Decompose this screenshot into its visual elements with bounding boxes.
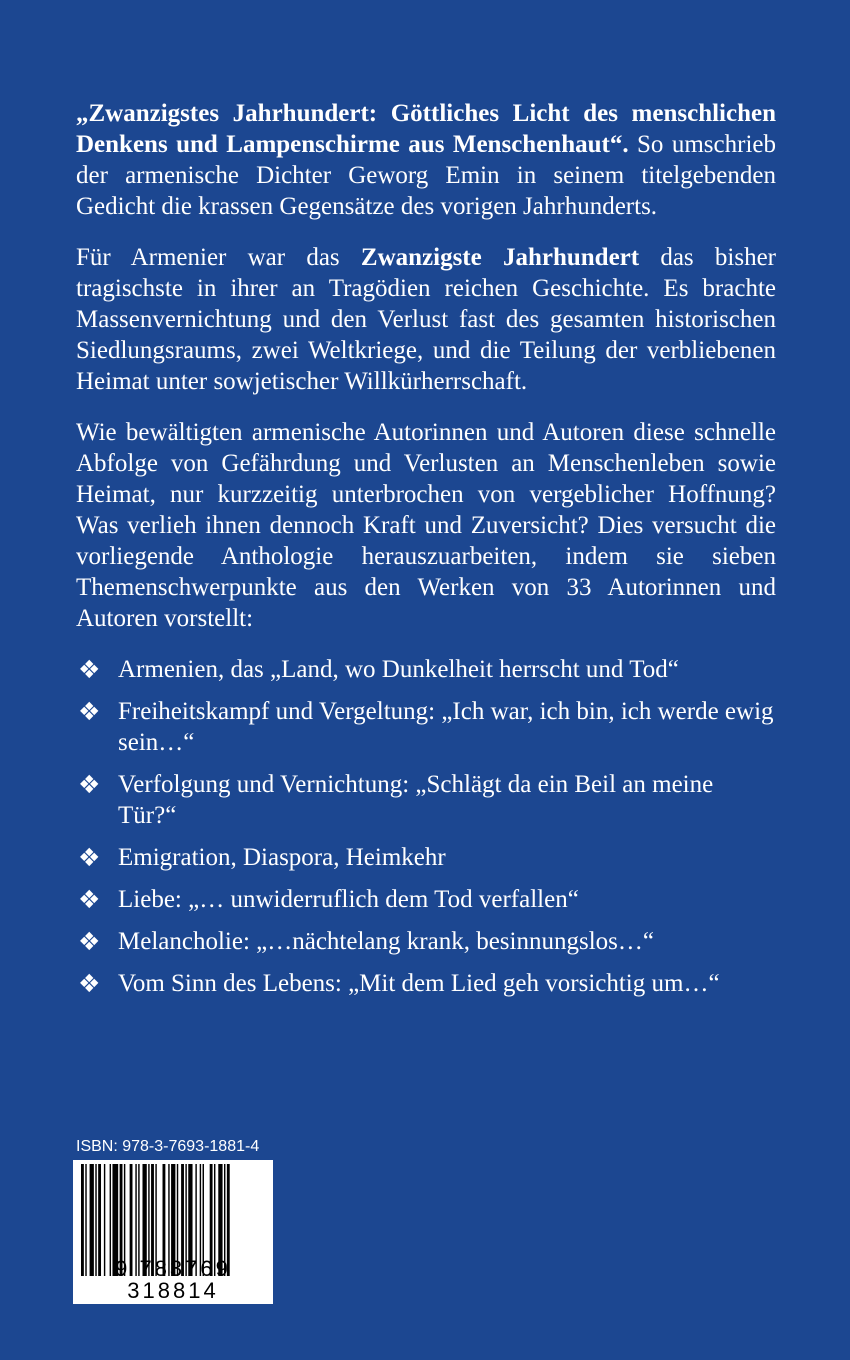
barcode (73, 1160, 273, 1304)
themes-list (76, 654, 776, 999)
theme-text: Verfolgung und Vernichtung: „Schlägt da ein Beil an meine Tür?“ (118, 771, 714, 829)
theme-text: Emigration, Diaspora, Heimkehr (118, 844, 446, 871)
four-diamond-ornament-icon: ❖ (78, 969, 101, 998)
anthology-paragraph: Wie bewältigten armenische Autorinnen und Autoren diese schnelle Abfolge von Gefährdung und Verlusten an Menschenleben sowie Heimat, nur kurzzeitig unterbrochen von vergeblicher Hoffnung? Was verlieh ihnen dennoch Kraft und Zuversicht? Dies versucht die vorliegende Anthologie herauszuarbeiten, indem sie sieben Themenschwerpunkte aus den Werken von 33 Autorinnen und Autoren vorstellt: (76, 419, 776, 632)
list-item (76, 654, 776, 685)
theme-text: Vom Sinn des Lebens: „Mit dem Lied geh vorsichtig um…“ (118, 970, 720, 997)
intro-paragraph (76, 98, 776, 222)
four-diamond-ornament-icon: ❖ (78, 655, 101, 684)
list-item (76, 884, 776, 915)
four-diamond-ornament-icon: ❖ (78, 885, 101, 914)
barcode-number: 9 783769 318814 (115, 1256, 231, 1303)
four-diamond-ornament-icon: ❖ (78, 770, 101, 799)
history-bold-term: Zwanzigste Jahrhundert (360, 244, 640, 271)
four-diamond-ornament-icon: ❖ (78, 927, 101, 956)
four-diamond-ornament-icon: ❖ (78, 843, 101, 872)
theme-text: Armenien, das „Land, wo Dunkelheit herrscht und Tod“ (118, 656, 679, 683)
list-item (76, 926, 776, 957)
theme-text: Melancholie: „…nächtelang krank, besinnungslos…“ (118, 928, 654, 955)
list-item (76, 842, 776, 873)
list-item (76, 769, 776, 831)
intro-quote: „Zwanzigstes Jahrhundert: Göttliches Licht des menschlichen Denkens und Lampenschirme aus Menschenhaut“. (76, 100, 776, 158)
history-text-start: Für Armenier war das (76, 244, 361, 271)
history-text-end: das bisher tragischste in ihrer an Tragödien reichen Geschichte. Es brachte Massenvernichtung und den Verlust fast des gesamten historischen Siedlungsraums, zwei Weltkriege, und die Teilung der verbliebenen Heimat unter sowjetischer Willkürherrschaft. (76, 244, 776, 395)
list-item (76, 968, 776, 999)
list-item (76, 696, 776, 758)
theme-text: Liebe: „… unwiderruflich dem Tod verfallen“ (118, 886, 579, 913)
history-paragraph (76, 242, 776, 397)
intro-text: So umschrieb der armenische Dichter Geworg Emin in seinem titelgebenden Gedicht die krassen Gegensätze des vorigen Jahrhunderts. (76, 131, 776, 220)
four-diamond-ornament-icon: ❖ (78, 697, 101, 726)
back-cover-text (76, 98, 776, 1010)
theme-text: Freiheitskampf und Vergeltung: „Ich war, ich bin, ich werde ewig sein…“ (118, 698, 774, 756)
isbn-label: ISBN: 978-3-7693-1881-4 (76, 1138, 260, 1155)
